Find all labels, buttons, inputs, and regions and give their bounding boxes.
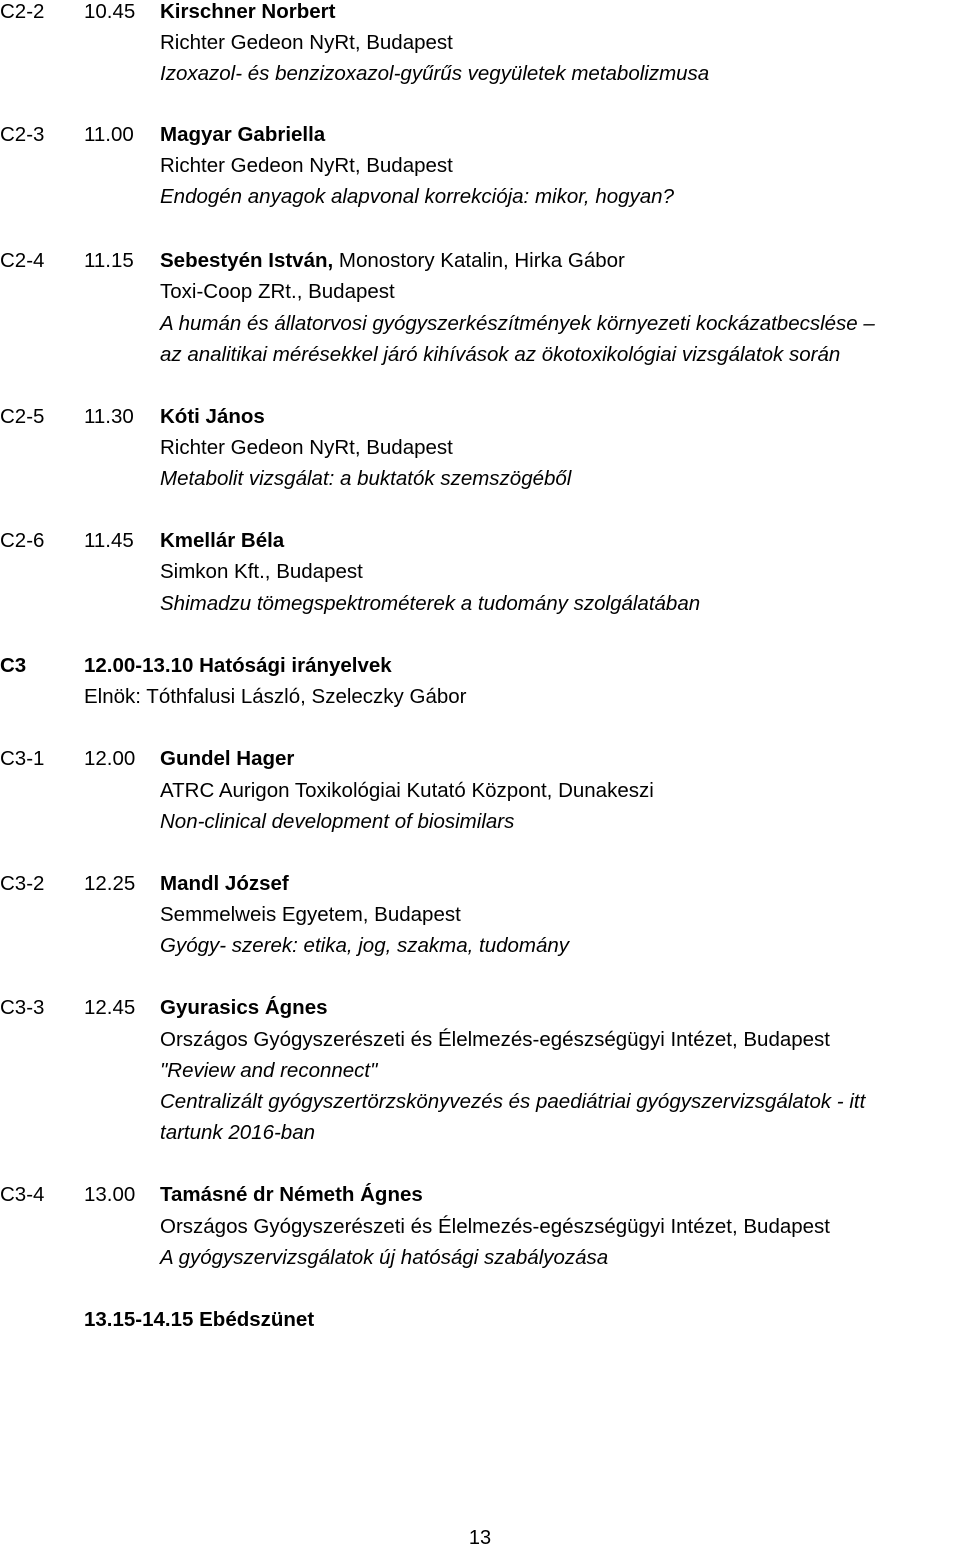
talk-title: Endogén anyagok alapvonal korrekciója: mikor, hogyan? [160, 185, 674, 208]
session-time: 12.00 [84, 747, 136, 770]
session-code: C2-2 [0, 0, 45, 23]
talk-title: tartunk 2016-ban [160, 1121, 316, 1144]
session-code: C3-3 [0, 996, 45, 1019]
affiliation: Richter Gedeon NyRt, Budapest [160, 436, 453, 459]
speaker-name: Sebestyén István, [160, 249, 334, 272]
co-authors: Monostory Katalin, Hirka Gábor [333, 249, 625, 272]
talk-title: Gyógy- szerek: etika, jog, szakma, tudomány [160, 934, 570, 957]
talk-title: "Review and reconnect" [160, 1059, 378, 1082]
session-time: 11.30 [84, 405, 134, 428]
section-code: C3 [0, 654, 27, 677]
session-code: C2-3 [0, 123, 45, 146]
speaker-name: Mandl József [160, 872, 289, 895]
affiliation: Richter Gedeon NyRt, Budapest [160, 154, 453, 177]
talk-title: A humán és állatorvosi gyógyszerkészítmények környezeti kockázatbecslése – [160, 312, 875, 335]
session-time: 11.00 [84, 123, 134, 146]
session-code: C2-6 [0, 529, 45, 552]
affiliation: Richter Gedeon NyRt, Budapest [160, 31, 453, 54]
speaker-line [160, 245, 625, 276]
speaker-name: Magyar Gabriella [160, 123, 326, 146]
session-code: C2-4 [0, 249, 45, 272]
talk-title: A gyógyszervizsgálatok új hatósági szabályozása [160, 1246, 609, 1269]
talk-title: Izoxazol- és benzizoxazol-gyűrűs vegyületek metabolizmusa [160, 62, 710, 85]
session-code: C2-5 [0, 405, 45, 428]
session-time: 12.45 [84, 996, 136, 1019]
affiliation: ATRC Aurigon Toxikológiai Kutató Központ, Dunakeszi [160, 779, 654, 802]
talk-title: Centralizált gyógyszertörzskönyvezés és paediátriai gyógyszervizsgálatok - itt [160, 1090, 866, 1113]
affiliation: Semmelweis Egyetem, Budapest [160, 903, 461, 926]
speaker-name: Kóti János [160, 405, 265, 428]
session-time: 12.25 [84, 872, 136, 895]
affiliation: Országos Gyógyszerészeti és Élelmezés-egészségügyi Intézet, Budapest [160, 1215, 830, 1238]
page-number: 13 [468, 1527, 492, 1549]
session-time: 11.45 [84, 529, 134, 552]
speaker-name: Kmellár Béla [160, 529, 285, 552]
session-time: 10.45 [84, 0, 136, 23]
session-code: C3-1 [0, 747, 45, 770]
affiliation: Simkon Kft., Budapest [160, 560, 363, 583]
lunch-break: 13.15-14.15 Ebédszünet [84, 1308, 315, 1331]
session-code: C3-4 [0, 1183, 45, 1206]
session-time: 13.00 [84, 1183, 136, 1206]
talk-title: Non-clinical development of biosimilars [160, 810, 515, 833]
talk-title: Shimadzu tömegspektrométerek a tudomány szolgálatában [160, 592, 701, 615]
affiliation: Toxi-Coop ZRt., Budapest [160, 280, 395, 303]
section-heading: 12.00-13.10 Hatósági irányelvek [84, 654, 392, 677]
talk-title: az analitikai mérésekkel járó kihívások az ökotoxikológiai vizsgálatok során [160, 343, 841, 366]
speaker-name: Gundel Hager [160, 747, 295, 770]
session-code: C3-2 [0, 872, 45, 895]
speaker-name: Kirschner Norbert [160, 0, 336, 23]
section-chairs: Elnök: Tóthfalusi László, Szeleczky Gábor [84, 685, 467, 708]
session-time: 11.15 [84, 249, 134, 272]
affiliation: Országos Gyógyszerészeti és Élelmezés-egészségügyi Intézet, Budapest [160, 1028, 830, 1051]
speaker-name: Tamásné dr Németh Ágnes [160, 1183, 423, 1206]
speaker-name: Gyurasics Ágnes [160, 996, 328, 1019]
talk-title: Metabolit vizsgálat: a buktatók szemszögéből [160, 467, 572, 490]
